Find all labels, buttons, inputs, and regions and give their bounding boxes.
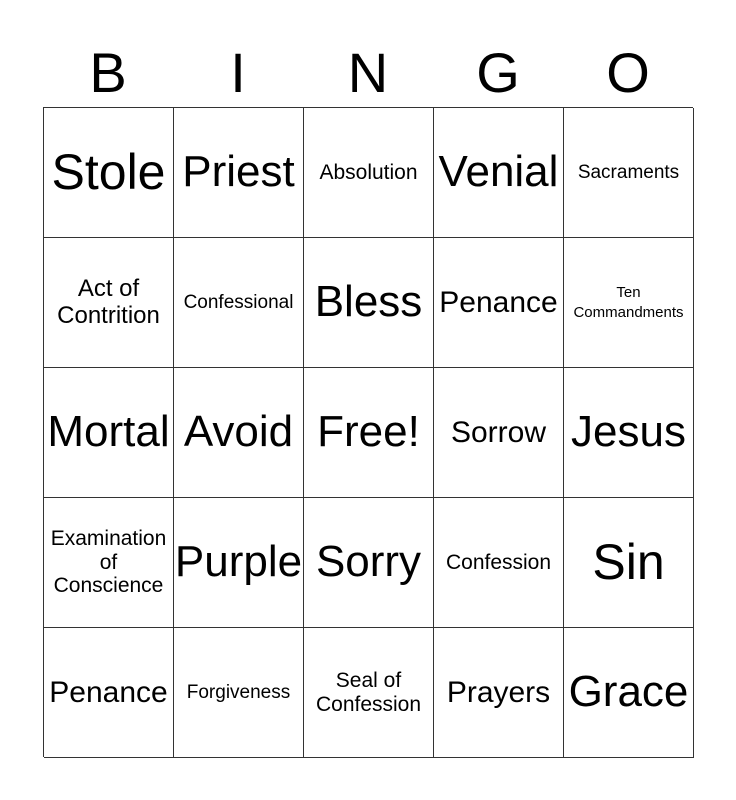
bingo-cell[interactable]: Sorry	[304, 498, 434, 628]
bingo-cell[interactable]: Sacraments	[564, 108, 694, 238]
bingo-cell[interactable]: Penance	[44, 628, 174, 758]
header-letter-n: N	[347, 41, 389, 104]
bingo-cell[interactable]: Confession	[434, 498, 564, 628]
bingo-cell[interactable]: Jesus	[564, 368, 694, 498]
bingo-cell[interactable]: Venial	[434, 108, 564, 238]
header-letter-i: I	[230, 41, 246, 104]
bingo-cell[interactable]: Sorrow	[434, 368, 564, 498]
bingo-header	[43, 40, 693, 106]
header-letter-b: B	[89, 41, 127, 104]
bingo-cell[interactable]: Absolution	[304, 108, 434, 238]
bingo-cell[interactable]: Grace	[564, 628, 694, 758]
bingo-cell[interactable]: Examination of Conscience	[44, 498, 174, 628]
bingo-cell[interactable]: Bless	[304, 238, 434, 368]
bingo-cell[interactable]: Priest	[174, 108, 304, 238]
free-space-cell[interactable]: Free!	[304, 368, 434, 498]
header-letter-g: G	[476, 41, 520, 104]
bingo-cell[interactable]: Purple	[174, 498, 304, 628]
bingo-cell[interactable]: Forgiveness	[174, 628, 304, 758]
bingo-cell[interactable]: Confessional	[174, 238, 304, 368]
header-letter-o: O	[606, 41, 650, 104]
bingo-cell[interactable]: Avoid	[174, 368, 304, 498]
bingo-board	[43, 107, 693, 757]
bingo-cell[interactable]: Mortal	[44, 368, 174, 498]
bingo-cell[interactable]: Stole	[44, 108, 174, 238]
bingo-cell[interactable]: Ten Commandments	[564, 238, 694, 368]
bingo-cell[interactable]: Prayers	[434, 628, 564, 758]
bingo-cell[interactable]: Penance	[434, 238, 564, 368]
bingo-cell[interactable]: Sin	[564, 498, 694, 628]
bingo-cell[interactable]: Seal of Confession	[304, 628, 434, 758]
bingo-cell[interactable]: Act of Contrition	[44, 238, 174, 368]
